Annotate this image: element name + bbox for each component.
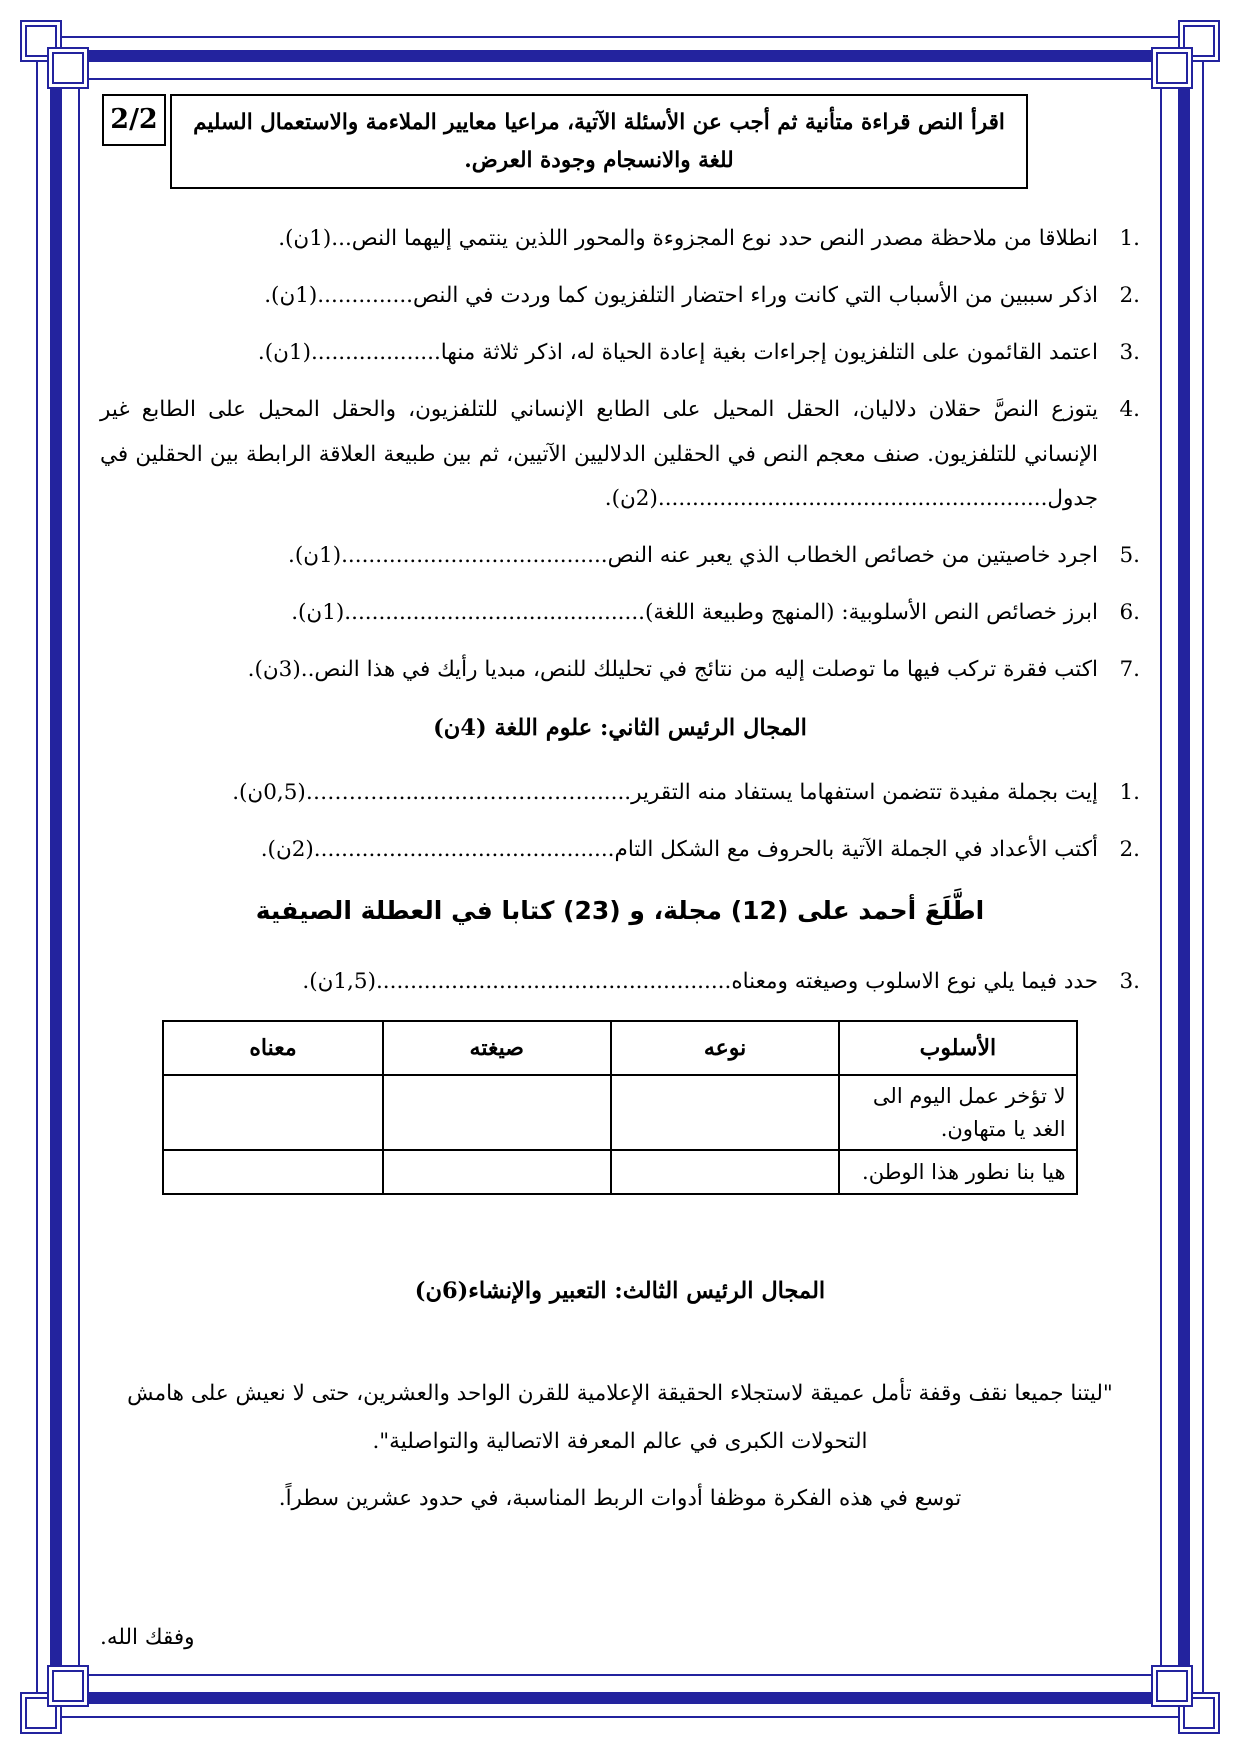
question-item [100, 591, 1140, 635]
question-text: ابرز خصائص النص الأسلوبية: (المنهج وطبيعة اللغة)............................................(1ن). [291, 599, 1098, 625]
instruction-box: اقرأ النص قراءة متأنية ثم أجب عن الأسئلة الآتية، مراعيا معايير الملاءمة والاستعمال السليم للغة والانسجام وجودة العرض. [170, 94, 1028, 189]
question-text: إيت بجملة مفيدة تتضمن استفهاما يستفاد منه التقرير.....………………..…......…………(0,5ن). [232, 779, 1098, 805]
table-cell [163, 1075, 382, 1150]
section-title-writing: المجال الرئيس الثالث: التعبير والإنشاء(6ن) [414, 1278, 826, 1305]
question-item [100, 828, 1140, 872]
example-sentence: اطَّلَعَ أحمد على (12) مجلة، و (23) كتابا في العطلة الصيفية [255, 895, 985, 925]
table-cell [163, 1150, 382, 1194]
question-item [100, 534, 1140, 578]
page-content [100, 94, 1140, 1659]
question-text: انطلاقا من ملاحظة مصدر النص حدد نوع المجزوءة والمحور اللذين ينتمي إليهما النص...(1ن). [278, 226, 1098, 252]
table-cell [611, 1150, 839, 1194]
corner-ornament-icon [1134, 1648, 1220, 1734]
question-number: 2. [1119, 283, 1140, 309]
question-item [100, 274, 1140, 318]
question-text: اذكر سببين من الأسباب التي كانت وراء احتضار التلفزيون كما وردت في النص..............(1ن). [264, 283, 1098, 309]
table-row [163, 1150, 1076, 1194]
table-header-cell: الأسلوب [839, 1021, 1076, 1075]
question-number: 5. [1119, 542, 1140, 568]
question-text: يتوزع النصَّ حقلان دلاليان، الحقل المحيل على الطابع الإنساني للتلفزيون، والحقل المحيل على الطابع غير الإنساني للتلفزيون. صنف معجم النص في الحقلين الدلاليين الآتيين، ثم بين طبيعة العلاقة الرابطة بين الحقلين في جدول.........................................................(2ن). [100, 397, 1098, 511]
question-item [100, 648, 1140, 692]
question-item [100, 771, 1140, 815]
style-table [162, 1020, 1077, 1195]
table-header-cell: معناه [163, 1021, 382, 1075]
table-header-row [163, 1021, 1076, 1075]
section-title-language: المجال الرئيس الثاني: علوم اللغة (4ن) [433, 714, 807, 741]
table-row [163, 1075, 1076, 1150]
table-header-cell: صيغته [383, 1021, 611, 1075]
question-text: حدد فيما يلي نوع الاسلوب وصيغته ومعناه....................................................(1,5ن). [302, 968, 1098, 994]
corner-ornament-icon [20, 20, 106, 106]
language-questions-list [100, 771, 1140, 872]
corner-ornament-icon [1134, 20, 1220, 106]
question-number: 3. [1119, 968, 1140, 994]
table-cell [383, 1150, 611, 1194]
table-header-cell: نوعه [611, 1021, 839, 1075]
reading-questions-list [100, 217, 1140, 692]
question-number: 4. [1119, 397, 1140, 423]
table-cell: لا تؤخر عمل اليوم الى الغد يا متهاون. [839, 1075, 1076, 1150]
question-item [100, 217, 1140, 261]
question-item [100, 331, 1140, 375]
task-line: توسع في هذه الفكرة موظفا أدوات الربط المناسبة، في حدود عشرين سطراً. [278, 1485, 962, 1511]
question-number: 6. [1119, 599, 1140, 625]
table-cell: هيا بنا نطور هذا الوطن. [839, 1150, 1076, 1194]
question-item [100, 388, 1140, 520]
question-text: اعتمد القائمون على التلفزيون إجراءات بغية إعادة الحياة له، اذكر ثلاثة منها...................(1ن). [257, 340, 1098, 366]
question-number: 1. [1119, 779, 1140, 805]
page-number: 2/2 [102, 94, 166, 146]
question-text: اكتب فقرة تركب فيها ما توصلت إليه من نتائج في تحليلك للنص، مبديا رأيك في هذا النص..(3ن). [247, 656, 1098, 682]
header-row [102, 94, 1140, 189]
question-number: 7. [1119, 656, 1140, 682]
closing-line: وفقك الله. [100, 1624, 195, 1650]
quote-paragraph: "ليتنا جميعا نقف وقفة تأمل عميقة لاستجلاء الحقيقة الإعلامية للقرن الواحد والعشرين، حتى لا نعيش على هامش التحولات الكبرى في عالم المعرفة الاتصالية والتواصلية". [127, 1381, 1113, 1455]
table-cell [383, 1075, 611, 1150]
question-number: 2. [1119, 836, 1140, 862]
table-cell [611, 1075, 839, 1150]
corner-ornament-icon [20, 1648, 106, 1734]
question-text: أكتب الأعداد في الجملة الآتية بالحروف مع الشكل التام............................................(2ن). [260, 836, 1098, 862]
question-text: اجرد خاصيتين من خصائص الخطاب الذي يعبر عنه النص.......................................(1ن). [288, 542, 1098, 568]
question-item [100, 960, 1140, 1004]
question-number: 3. [1119, 340, 1140, 366]
question-number: 1. [1119, 226, 1140, 252]
